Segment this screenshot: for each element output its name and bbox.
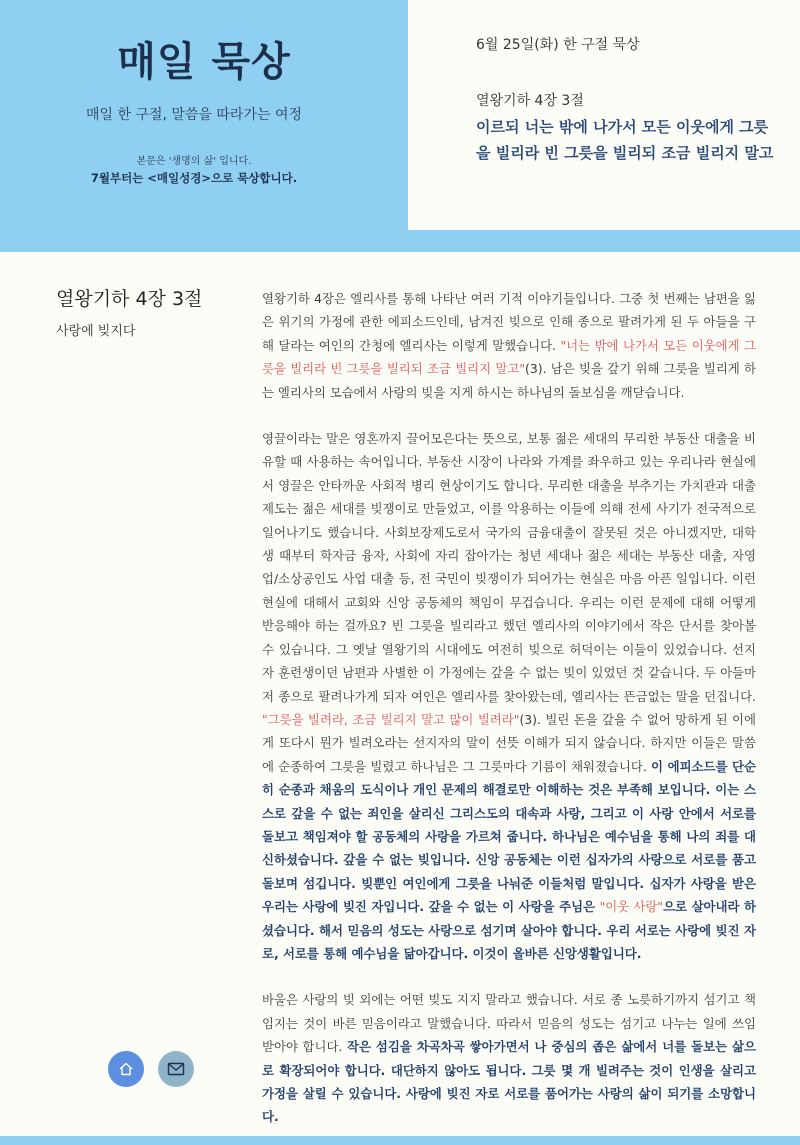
quoted-phrase: "이웃 사랑" bbox=[599, 899, 664, 915]
emphasis-text: 작은 섬김을 차곡차곡 쌓아가면서 나 중심의 좁은 삶에서 너를 돌보는 삶으로 확장되어야 합니다. 대단하지 않아도 됩니다. 그릇 몇 개 빌려주는 것이 인생을 살리고 가정을 살릴 수 있습니다. 사랑에 빚진 자로 서로를 품어가는 사랑의 삶이 되기를 소망합니다. bbox=[262, 1039, 757, 1125]
paragraph-text: 열왕기하 4장은 엘리사를 통해 나타난 여러 기적 이야기들입니다. 그중 첫 번째는 남편을 잃은 위기의 가정에 관한 에피소드인데, 남겨진 빚으로 인해 종으로 팔려가게 된 두 아들을 구해 달라는 여인의 간청에 엘리사는 이렇게 말했습니다. bbox=[262, 291, 756, 353]
footer-bar bbox=[0, 1136, 800, 1145]
post-subtitle: 사랑에 빚지다 bbox=[56, 324, 136, 339]
mail-icon bbox=[167, 1062, 185, 1076]
brand-block bbox=[0, 0, 408, 252]
paragraph-3 bbox=[262, 988, 756, 1128]
quoted-verse: "그릇을 빌려라, 조금 빌리지 말고 많이 빌려라" bbox=[262, 711, 520, 727]
emphasis-text: 이 에피소드를 단순히 순종과 채움의 도식이나 개인 문제의 해결로만 이해하는 것은 부족해 보입니다. 이는 스스로 갚을 수 없는 죄인을 살리신 그리스도의 대속과 사랑, 그리고 이 사랑 안에서 서로를 돌보고 책임져야 할 공동체의 사랑을 가르쳐 줍니다. 하나님은 예수님을 통해 나의 죄를 대신하셨습니다. 갚을 수 없는 빚입니다. 신앙 공동체는 이런 십자가의 사랑으로 서로를 품고 돌보며 섬깁니다. 빚뿐인 여인에게 그릇을 나눠준 이들처럼 말입니다. 십자가 사랑을 받은 우리는 사랑에 빚진 자입니다. 갚을 수 없는 이 사랑을 주님은 bbox=[262, 758, 756, 915]
paragraph-text: (3). 남은 빚을 갚기 위해 그릇을 빌리게 하는 엘리사의 모습에서 사랑의 빚을 지게 하시는 하나님의 돌보심을 깨닫습니다. bbox=[262, 361, 756, 400]
paragraph-2 bbox=[262, 427, 756, 965]
paragraph-1 bbox=[262, 287, 756, 404]
source-note: 본문은 '생명의 삶' 입니다. bbox=[136, 156, 252, 167]
schedule-note: 7월부터는 <매일성경>으로 묵상합니다. bbox=[90, 171, 298, 185]
mail-button[interactable] bbox=[158, 1051, 194, 1087]
article-body bbox=[262, 287, 756, 1145]
paragraph-text: 영끌이라는 말은 영혼까지 끌어모은다는 뜻으로, 보통 젊은 세대의 무리한 부동산 대출을 비유할 때 사용하는 속어입니다. 부동산 시장이 나라와 가계를 좌우하고 있는 우리나라 현실에서 영끌은 안타까운 사회적 병리 현상이기도 합니다. 무리한 대출을 부추기는 가치관과 대출제도는 젊은 세대를 빚쟁이로 만들었고, 이를 악용하는 이들에 의해 전세 사기가 전국적으로 일어나기도 했습니다. 사회보장제도로서 국가의 금융대출이 잘못된 것은 아니겠지만, 대학생 때부터 학자금 융자, 사회에 자리 잡아가는 청년 세대나 젊은 세대는 부동산 대출, 자영업/소상공인도 사업 대출 등, 전 국민이 빚쟁이가 되어가는 현실은 마음 아픈 일입니다. 이런 현실에 대해서 교회와 신앙 공동체의 책임이 무겁습니다. 우리는 이런 문제에 대해 어떻게 반응해야 하는 걸까요? 빈 그릇을 빌리라고 했던 엘리사의 이야기에서 작은 단서를 찾아볼 수 있습니다. 그 옛날 열왕기의 시대에도 여전히 빚으로 허덕이는 이들이 있었습니다. 선지자 훈련생이던 남편과 사별한 이 가정에는 갚을 수 없는 빚이 있었던 것 같습니다. 두 아들마저 종으로 팔려나가게 되자 여인은 엘리사를 찾아왔는데, 엘리사는 뜬금없는 말을 던집니다. bbox=[262, 431, 756, 704]
post-title: 열왕기하 4장 3절 bbox=[56, 288, 203, 310]
verse-reference: 열왕기하 4장 3절 bbox=[476, 93, 584, 109]
quoted-verse: "너는 밖에 나가서 모든 이웃에게 그릇을 빌리라 빈 그릇을 빌리되 조금 빌리지 말고" bbox=[262, 337, 756, 377]
site-title[interactable]: 매일 묵상 bbox=[117, 39, 291, 85]
paragraph-text: 바울은 사랑의 빚 외에는 어떤 빚도 지지 말라고 했습니다. 서로 종 노릇하기까지 섬기고 책임지는 것이 바른 믿음이라고 말했습니다. 따라서 믿음의 성도는 섬기고 나누는 일에 쓰임 받아야 합니다. bbox=[262, 992, 756, 1055]
header-banner bbox=[0, 0, 800, 252]
home-icon bbox=[118, 1061, 134, 1077]
verse-date: 6월 25일(화) 한 구절 묵상 bbox=[476, 37, 640, 53]
emphasis-text: 으로 살아내라 하셨습니다. 해서 믿음의 성도는 사랑으로 섬기며 살아야 합니다. 우리 서로는 사랑에 빚진 자로, 서로를 통해 예수님을 닮아갑니다. 이것이 올바른 신앙생활입니다. bbox=[262, 899, 756, 961]
paragraph-text: (3). 빌린 돈을 갚을 수 없어 망하게 된 이에게 또다시 뭔가 빌려오라는 선지자의 말이 선뜻 이해가 되지 않습니다. 하지만 이들은 말씀에 순종하여 그릇을 빌렸고 하나님은 그 그릇마다 기름이 채워졌습니다. bbox=[262, 711, 756, 774]
verse-text: 이르되 너는 밖에 나가서 모든 이웃에게 그릇을 빌리라 빈 그릇을 빌리되 조금 빌리지 말고 bbox=[476, 118, 774, 162]
home-button[interactable] bbox=[108, 1051, 144, 1087]
site-tagline: 매일 한 구절, 말씀을 따라가는 여정 bbox=[85, 107, 303, 123]
daily-verse-card bbox=[408, 0, 800, 230]
